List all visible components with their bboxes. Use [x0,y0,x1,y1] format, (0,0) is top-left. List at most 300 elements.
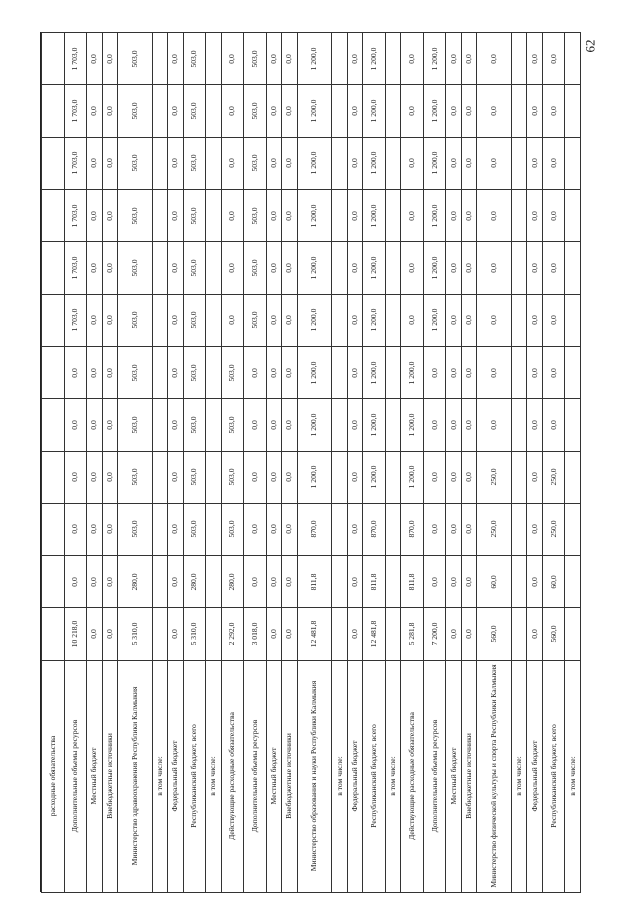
table-cell [565,294,581,346]
table-cell [244,33,267,85]
cell-value: 0,0 [284,577,294,587]
cell-value: 0,0 [489,263,499,273]
cell-value: 0,0 [250,524,260,535]
table-cell [512,294,527,346]
table-cell [423,33,446,85]
table-cell [332,346,347,398]
cell-value: 503,0 [189,207,199,225]
cell-value: 0,0 [170,420,180,430]
cell-value: 1 200,0 [309,151,319,175]
table-cell [282,346,297,398]
table-cell [423,294,446,346]
cell-value: 503,0 [250,259,260,277]
row-label: Федеральный бюджет [529,740,539,812]
cell-value: 5 281,8 [407,622,417,646]
table-cell [461,608,476,660]
table-cell [385,33,400,85]
row-label: Внебюджетные источники [284,733,294,820]
table-cell [282,33,297,85]
cell-value: 0,0 [269,210,279,221]
row-label-cell [297,660,332,892]
cell-value: 0,0 [529,524,539,535]
table-cell [206,33,221,85]
table-cell [347,346,362,398]
table-cell [221,608,244,660]
cell-value: 0,0 [464,158,474,169]
table-cell [446,451,461,503]
table-cell [102,608,117,660]
cell-value: 0,0 [284,53,294,64]
table-cell [401,189,424,241]
table-cell [42,85,65,137]
cell-value: 503,0 [189,520,199,539]
cell-value: 0,0 [89,420,99,430]
table-cell [401,33,424,85]
budget-table [41,32,581,893]
table-cell [152,608,167,660]
cell-value: 0,0 [227,263,237,273]
cell-value: 0,0 [407,210,417,221]
cell-value: 0,0 [250,367,260,378]
row-label: Местный бюджет [269,747,279,805]
table-cell [542,294,565,346]
cell-value: 503,0 [189,154,199,172]
cell-value: 0,0 [227,53,237,64]
cell-value: 1 200,0 [407,361,417,384]
cell-value: 2 292,0 [227,622,237,646]
row-label-cell [102,660,117,892]
cell-value: 0,0 [70,472,80,482]
table-cell [446,294,461,346]
cell-value: 503,0 [189,50,199,68]
cell-value: 0,0 [104,420,114,430]
cell-value: 250,0 [489,468,499,486]
table-cell [512,33,527,85]
row-label: Республиканский бюджет, всего [548,724,558,829]
table-cell [423,608,446,660]
table-cell [244,556,267,608]
table-cell [446,33,461,85]
cell-value: 0,0 [529,472,539,482]
cell-value: 0,0 [548,420,558,430]
cell-value: 0,0 [529,263,539,273]
table-cell [168,33,183,85]
cell-value: 0,0 [250,472,260,482]
cell-value: 0,0 [489,158,499,169]
cell-value: 250,0 [548,468,558,486]
table-cell [512,137,527,189]
cell-value: 1 200,0 [369,413,379,437]
table-cell [542,503,565,555]
cell-value: 0,0 [89,472,99,482]
table-cell [87,346,102,398]
table-cell [183,242,206,294]
row-label: в том числе: [155,756,165,797]
value-band [42,189,581,241]
cell-value: 0,0 [269,577,279,587]
table-cell [42,399,65,451]
table-cell [266,556,281,608]
cell-value: 0,0 [269,106,279,116]
cell-value: 0,0 [70,524,80,535]
cell-value: 0,0 [227,106,237,116]
table-cell [423,85,446,137]
table-cell [347,242,362,294]
table-cell [183,556,206,608]
table-cell [401,556,424,608]
table-cell [385,346,400,398]
table-cell [42,503,65,555]
cell-value: 0,0 [170,629,180,639]
cell-value: 1 703,0 [70,99,80,123]
table-cell [282,294,297,346]
cell-value: 0,0 [350,524,360,535]
cell-value: 0,0 [269,53,279,64]
table-cell [332,294,347,346]
table-cell [297,346,332,398]
row-label-cell [446,660,461,892]
cell-value: 0,0 [548,158,558,169]
row-label: в том числе: [388,756,398,797]
cell-value: 0,0 [464,577,474,587]
row-label: в том числе: [334,756,344,797]
table-cell [527,137,542,189]
row-label-cell [565,660,581,892]
cell-value: 503,0 [189,416,199,434]
value-band [42,33,581,85]
cell-value: 0,0 [464,53,474,64]
table-cell [168,346,183,398]
table-cell [64,503,87,555]
table-cell [42,556,65,608]
table-cell [527,608,542,660]
table-cell [477,85,512,137]
table-cell [297,556,332,608]
table-cell [266,608,281,660]
table-cell [385,608,400,660]
value-band [42,556,581,608]
cell-value: 0,0 [284,472,294,482]
table-cell [297,85,332,137]
table-cell [87,608,102,660]
cell-value: 1 200,0 [369,204,379,227]
row-label: Министерство физической культуры и спорта Республики Калмыкия [489,664,499,888]
table-cell [332,137,347,189]
table-cell [477,33,512,85]
table-cell [206,137,221,189]
table-cell [512,346,527,398]
cell-value: 0,0 [89,577,99,587]
table-cell [363,33,386,85]
cell-value: 1 200,0 [429,151,439,175]
table-cell [168,242,183,294]
table-cell [542,137,565,189]
cell-value: 503,0 [130,520,140,539]
row-label-cell [282,660,297,892]
table-cell [297,137,332,189]
cell-value: 0,0 [170,158,180,169]
cell-value: 503,0 [130,416,140,434]
table-cell [206,399,221,451]
table-cell [117,503,152,555]
table-cell [527,85,542,137]
cell-value: 12 481,8 [369,620,379,648]
table-cell [206,346,221,398]
table-cell [152,33,167,85]
table-cell [282,137,297,189]
table-cell [542,608,565,660]
cell-value: 0,0 [448,524,458,535]
table-cell [266,451,281,503]
table-cell [168,137,183,189]
cell-value: 0,0 [464,629,474,639]
cell-value: 0,0 [464,472,474,482]
cell-value: 0,0 [464,315,474,325]
cell-value: 503,0 [130,154,140,172]
table-cell [332,399,347,451]
cell-value: 0,0 [89,629,99,639]
cell-value: 0,0 [104,315,114,325]
table-cell [117,556,152,608]
table-cell [565,556,581,608]
cell-value: 503,0 [130,102,140,120]
cell-value: 0,0 [529,629,539,639]
table-cell [363,503,386,555]
value-band [42,346,581,398]
cell-value: 0,0 [489,367,499,378]
row-label: расходные обязательства [47,736,57,817]
cell-value: 10 218,0 [70,620,80,648]
table-cell [244,189,267,241]
table-cell [297,399,332,451]
row-label: в том числе: [514,756,524,797]
table-cell [152,294,167,346]
cell-value: 0,0 [284,524,294,535]
cell-value: 503,0 [189,468,199,486]
table-cell [527,399,542,451]
cell-value: 503,0 [250,102,260,120]
table-cell [152,189,167,241]
table-cell [117,137,152,189]
table-cell [332,608,347,660]
table-cell [363,608,386,660]
table-cell [542,556,565,608]
cell-value: 0,0 [104,629,114,639]
cell-value: 0,0 [429,420,439,430]
cell-value: 0,0 [350,210,360,221]
table-cell [244,503,267,555]
table-cell [221,137,244,189]
table-cell [401,85,424,137]
table-cell [565,242,581,294]
table-cell [266,33,281,85]
cell-value: 0,0 [104,210,114,221]
cell-value: 1 200,0 [429,99,439,123]
table-cell [42,451,65,503]
table-cell [206,503,221,555]
cell-value: 503,0 [189,363,199,382]
table-cell [117,451,152,503]
cell-value: 1 200,0 [309,465,319,489]
table-cell [87,137,102,189]
cell-value: 7 200,0 [429,622,439,646]
cell-value: 1 200,0 [369,47,379,71]
table-cell [117,608,152,660]
cell-value: 5 310,0 [130,622,140,646]
table-cell [297,503,332,555]
row-label-cell [363,660,386,892]
cell-value: 0,0 [429,367,439,378]
table-cell [477,451,512,503]
table-cell [297,451,332,503]
cell-value: 0,0 [548,315,558,325]
table-cell [347,608,362,660]
table-cell [332,33,347,85]
row-label: Местный бюджет [89,747,99,805]
cell-value: 0,0 [89,106,99,116]
table-cell [477,189,512,241]
table-cell [221,451,244,503]
table-cell [401,242,424,294]
cell-value: 0,0 [448,263,458,273]
cell-value: 0,0 [104,577,114,587]
table-cell [446,85,461,137]
table-cell [87,451,102,503]
table-cell [347,189,362,241]
cell-value: 0,0 [548,53,558,64]
table-cell [64,294,87,346]
cell-value: 0,0 [269,420,279,430]
table-cell [542,189,565,241]
table-cell [206,189,221,241]
table-cell [385,85,400,137]
cell-value: 503,0 [250,311,260,329]
cell-value: 0,0 [464,106,474,116]
table-cell [244,85,267,137]
table-cell [363,85,386,137]
table-cell [385,189,400,241]
cell-value: 60,0 [548,575,558,589]
table-cell [117,189,152,241]
cell-value: 0,0 [89,210,99,221]
table-cell [385,503,400,555]
table-cell [446,189,461,241]
cell-value: 1 200,0 [429,204,439,227]
table-cell [117,242,152,294]
value-band [42,451,581,503]
table-cell [542,451,565,503]
table-cell [64,451,87,503]
table-cell [221,85,244,137]
cell-value: 811,8 [309,573,319,591]
cell-value: 5 310,0 [189,622,199,646]
table-cell [64,137,87,189]
table-cell [183,346,206,398]
cell-value: 0,0 [548,263,558,273]
cell-value: 0,0 [269,472,279,482]
table-cell [221,503,244,555]
cell-value: 1 200,0 [309,361,319,384]
table-cell [297,242,332,294]
table-cell [42,346,65,398]
table-cell [347,451,362,503]
table-cell [363,189,386,241]
row-label-cell [206,660,221,892]
cell-value: 0,0 [350,577,360,587]
cell-value: 503,0 [250,50,260,68]
cell-value: 3 018,0 [250,622,260,646]
table-cell [183,503,206,555]
cell-value: 0,0 [104,53,114,64]
value-band [42,242,581,294]
table-cell [102,189,117,241]
cell-value: 503,0 [227,520,237,539]
table-cell [512,399,527,451]
cell-value: 1 200,0 [369,151,379,175]
row-label: Действующие расходные обязательства [227,712,237,841]
cell-value: 503,0 [189,102,199,120]
table-cell [565,399,581,451]
table-cell [477,346,512,398]
cell-value: 503,0 [227,416,237,434]
cell-value: 0,0 [448,629,458,639]
table-cell [385,451,400,503]
table-cell [102,399,117,451]
cell-value: 280,0 [189,573,199,591]
table-cell [152,451,167,503]
cell-value: 0,0 [170,367,180,378]
table-cell [565,503,581,555]
table-cell [152,85,167,137]
row-label-cell [477,660,512,892]
table-cell [221,556,244,608]
table-cell [347,503,362,555]
table-cell [332,451,347,503]
table-cell [183,85,206,137]
cell-value: 0,0 [284,420,294,430]
table-cell [461,451,476,503]
table-cell [565,137,581,189]
cell-value: 1 703,0 [70,204,80,227]
cell-value: 0,0 [529,420,539,430]
table-cell [87,85,102,137]
cell-value: 0,0 [350,472,360,482]
table-cell [117,399,152,451]
table-cell [446,556,461,608]
table-cell [446,242,461,294]
table-cell [282,399,297,451]
cell-value: 0,0 [170,210,180,221]
cell-value: 503,0 [227,363,237,382]
table-cell [87,294,102,346]
cell-value: 1 200,0 [369,256,379,280]
cell-value: 0,0 [227,315,237,325]
row-label-cell [168,660,183,892]
cell-value: 0,0 [284,367,294,378]
table-cell [542,346,565,398]
cell-value: 0,0 [104,106,114,116]
cell-value: 0,0 [104,367,114,378]
value-band [42,137,581,189]
table-cell [446,137,461,189]
table-cell [297,33,332,85]
table-cell [87,503,102,555]
cell-value: 0,0 [269,524,279,535]
cell-value: 250,0 [548,520,558,539]
row-label: Федеральный бюджет [350,740,360,812]
cell-value: 0,0 [89,524,99,535]
table-cell [512,608,527,660]
